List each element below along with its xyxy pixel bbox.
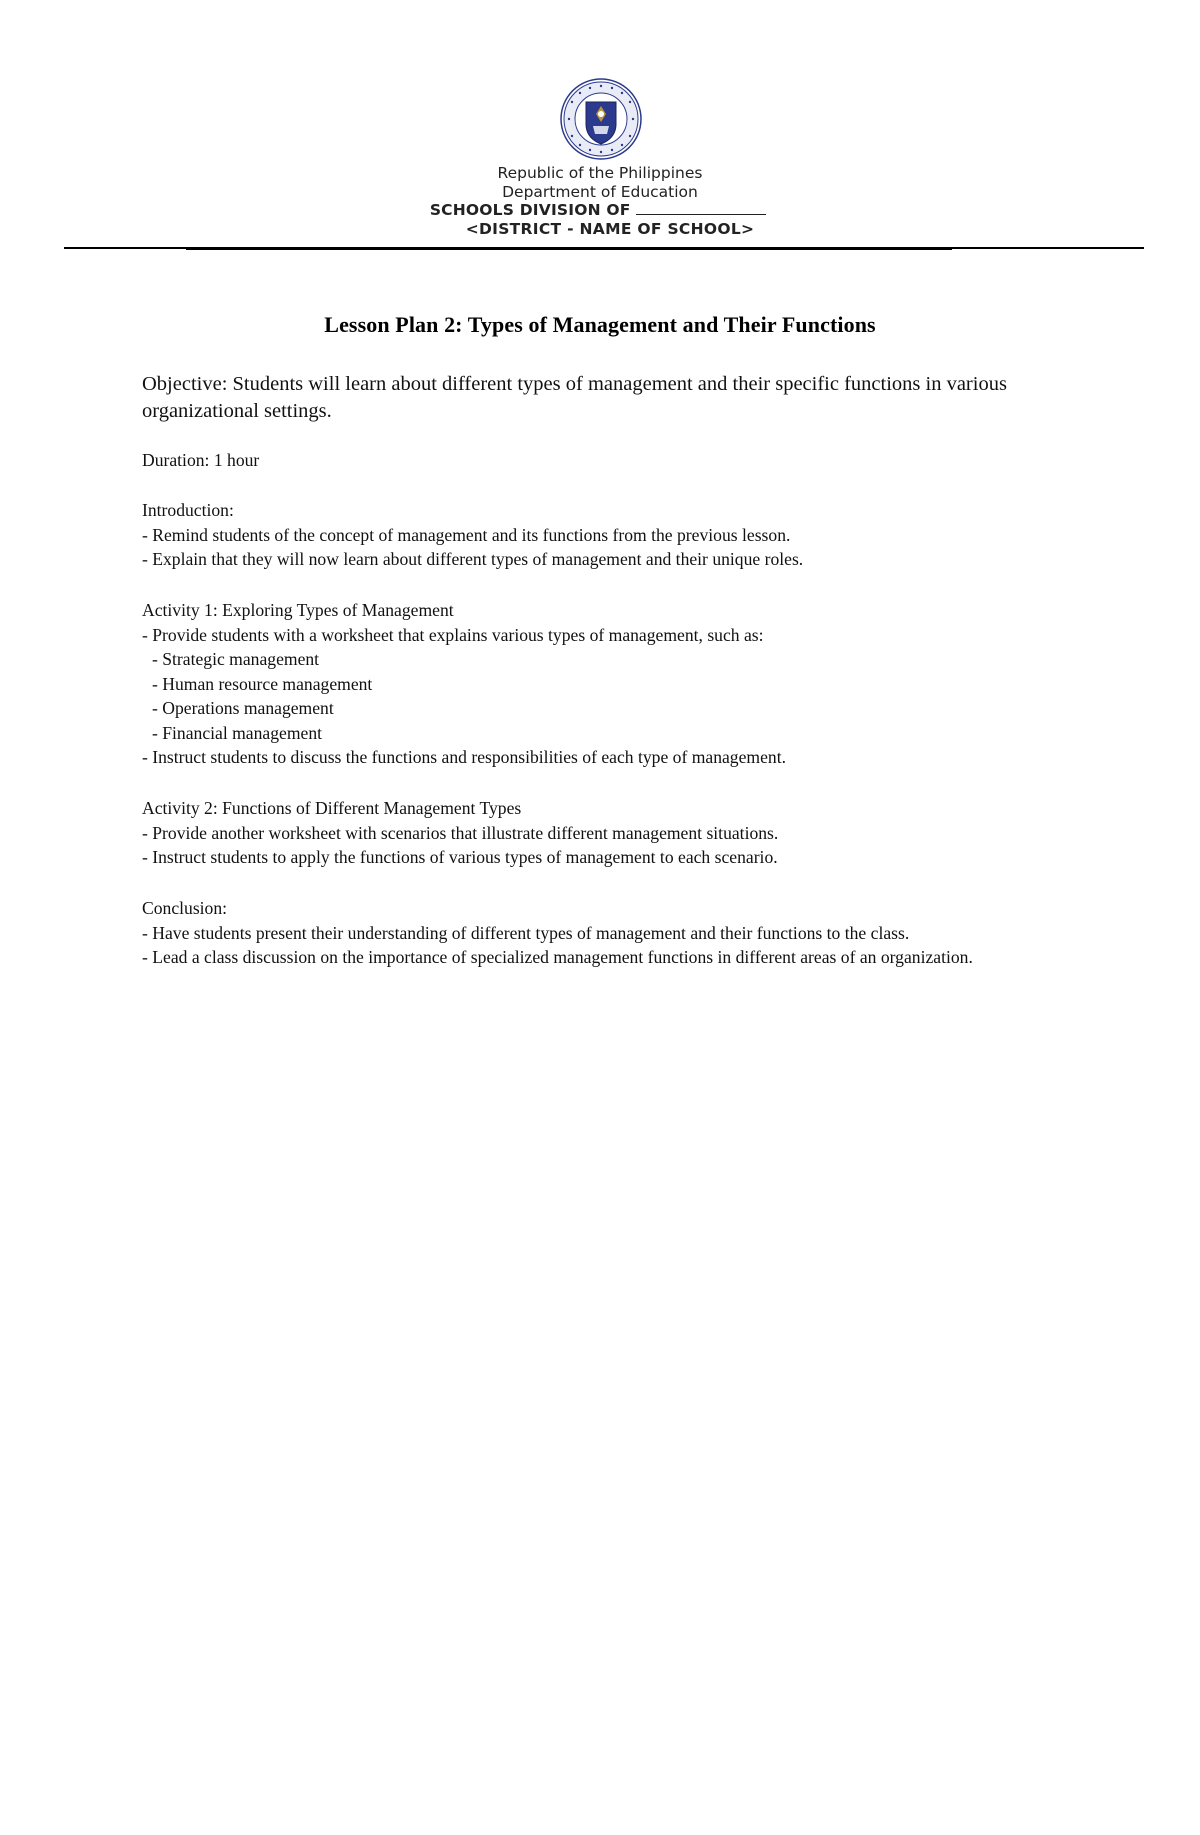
- list-item: - Remind students of the concept of management and its functions from the previous lesson.: [142, 524, 791, 545]
- lesson-title: Lesson Plan 2: Types of Management and Their Functions: [324, 312, 876, 337]
- list-item: - Instruct students to discuss the functions and responsibilities of each type of management.: [142, 747, 786, 767]
- conclusion-section: [142, 896, 1102, 970]
- management-type-item: - Human resource management: [152, 673, 373, 694]
- division-label: SCHOOLS DIVISION OF: [429, 201, 631, 219]
- management-type-item: - Strategic management: [152, 649, 320, 669]
- list-item: - Instruct students to apply the functions of various types of management to each scenario.: [142, 847, 778, 867]
- country-name: Republic of the Philippines: [497, 164, 703, 182]
- deped-seal-icon: [560, 78, 642, 160]
- list-item: - Provide students with a worksheet that explains various types of management, such as:: [142, 624, 764, 645]
- list-item: - Provide another worksheet with scenarios that illustrate different management situations.: [142, 822, 779, 843]
- division-line: [0, 201, 1200, 220]
- duration-text: Duration: 1 hour: [142, 450, 260, 470]
- activity2-section: [142, 796, 1102, 870]
- lesson-objective: Objective: Students will learn about different types of management and their specific functions in various organizational settings.: [142, 373, 1007, 422]
- activity2-heading: Activity 2: Functions of Different Management Types: [142, 798, 522, 818]
- introduction-heading: Introduction:: [142, 500, 234, 520]
- letterhead: [0, 164, 1200, 238]
- list-item: - Lead a class discussion on the importance of specialized management functions in different areas of an organization.: [142, 947, 973, 967]
- management-type-item: - Financial management: [152, 722, 323, 743]
- conclusion-heading: Conclusion:: [142, 898, 228, 918]
- department-name: Department of Education: [502, 182, 698, 201]
- division-blank: [636, 202, 766, 215]
- school-placeholder: <DISTRICT - NAME OF SCHOOL>: [465, 219, 755, 238]
- list-item: - Have students present their understanding of different types of management and their functions to the class.: [142, 922, 910, 943]
- introduction-section: [142, 498, 1102, 572]
- list-item: - Explain that they will now learn about different types of management and their unique roles.: [142, 549, 804, 569]
- activity1-heading: Activity 1: Exploring Types of Management: [142, 600, 454, 620]
- header-divider-accent: [186, 248, 952, 250]
- management-type-item: - Operations management: [152, 698, 334, 718]
- lesson-duration: [142, 448, 1102, 473]
- activity1-section: [142, 598, 1102, 770]
